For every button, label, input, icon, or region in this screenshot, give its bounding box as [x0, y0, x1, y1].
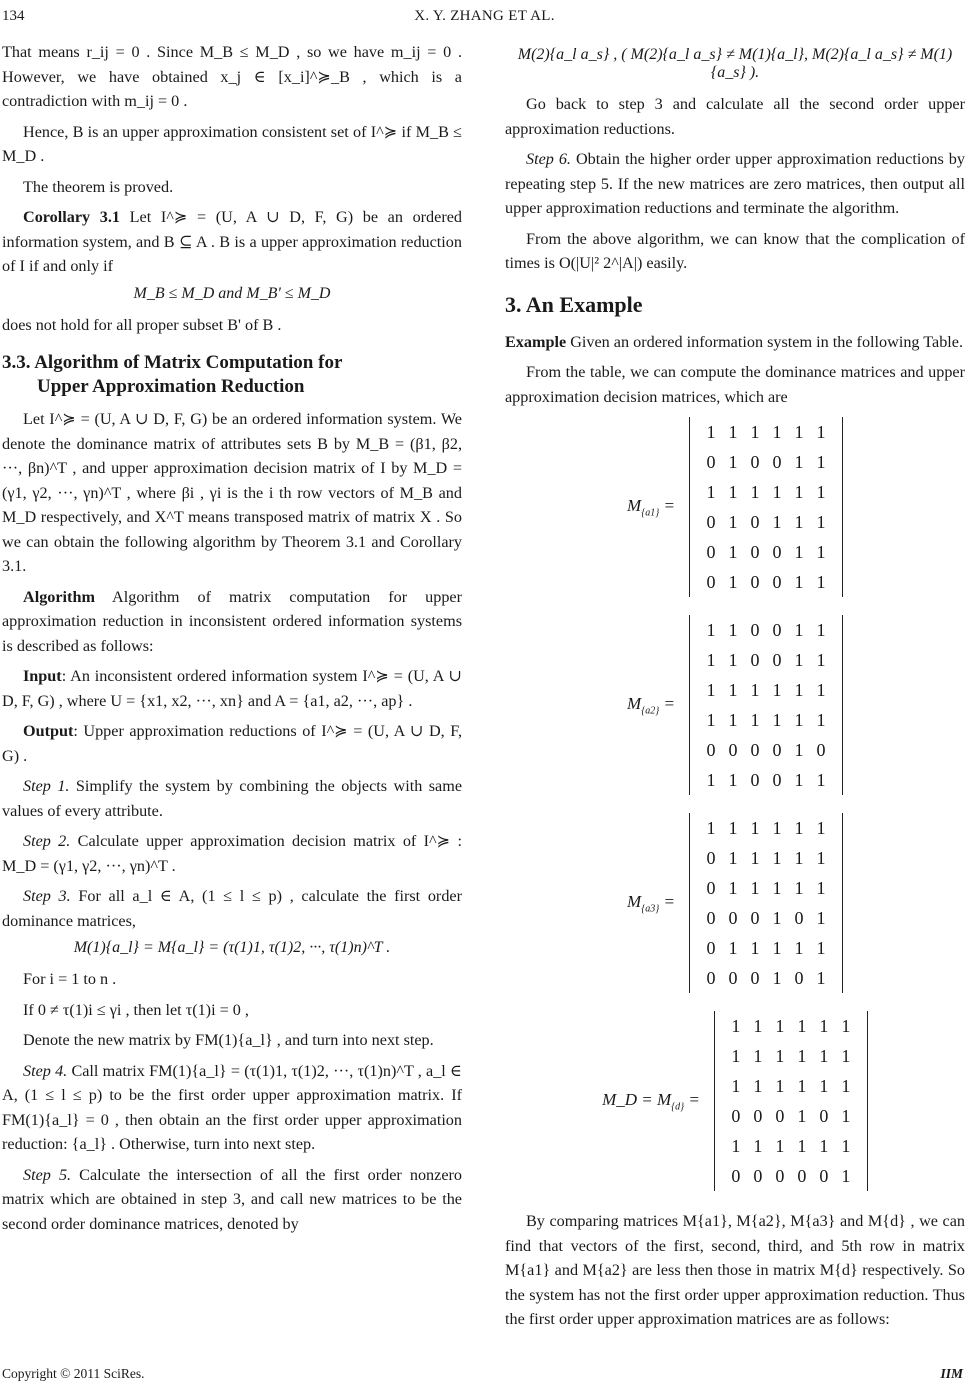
matrix-cell: 1 — [797, 1045, 807, 1066]
matrix-cell: 1 — [819, 1015, 829, 1036]
matrix-label: $M_{\{a3\}}$ = — [627, 891, 675, 915]
matrix-cell: 0 — [794, 967, 804, 988]
matrix-cell: 0 — [750, 649, 760, 670]
matrix-label-sub: {a2} — [641, 705, 660, 717]
matrix-cell: 0 — [775, 1165, 785, 1186]
matrix-label-sub: {a1} — [641, 507, 660, 519]
matrix-row — [700, 963, 832, 993]
step-4-text: Call matrix FM(1){a_l} = (τ(1)1, τ(1)2, ···, τ(1)n)^T , a_l ∈ A, (1 ≤ l ≤ p) to be the first order upper approximation matrix. If FM(1){a_l} = 0 , then obtain an the first order upper approximation reduction: {a_l} . Otherwise, turn into next step. — [2, 1061, 462, 1153]
matrix-cell: 1 — [728, 679, 738, 700]
matrix-cell: 1 — [816, 709, 826, 730]
step-6 — [505, 147, 965, 221]
step-1-label: Step 1. — [23, 777, 70, 795]
matrix-cell: 1 — [728, 619, 738, 640]
matrix-cell: 1 — [750, 877, 760, 898]
matrix-cell: 1 — [794, 541, 804, 562]
matrix-label-main: M — [627, 495, 642, 515]
matrix-cell: 1 — [772, 907, 782, 928]
matrix-cell: 1 — [772, 679, 782, 700]
matrix-cell: 1 — [797, 1075, 807, 1096]
page-header — [0, 8, 969, 30]
matrix-cell: 1 — [794, 481, 804, 502]
matrix-row — [725, 1071, 857, 1101]
running-authors: X. Y. ZHANG ET AL. — [414, 8, 555, 24]
theorem-proved: The theorem is proved. — [23, 177, 174, 196]
matrix-row — [700, 447, 832, 477]
matrix-cell: 0 — [753, 1165, 763, 1186]
matrix-cell: 1 — [772, 511, 782, 532]
matrix-cell: 0 — [706, 877, 716, 898]
matrix-cell: 1 — [728, 421, 738, 442]
matrix-cell: 1 — [728, 451, 738, 472]
matrix-cell: 1 — [841, 1075, 851, 1096]
if-line: If 0 ≠ τ(1)i ≤ γi , then let τ(1)i = 0 , — [23, 1000, 249, 1019]
matrix-cell: 0 — [772, 739, 782, 760]
matrix-cell: 1 — [753, 1135, 763, 1156]
matrix-cell: 1 — [794, 739, 804, 760]
matrix-cell: 0 — [772, 769, 782, 790]
step-3-label: Step 3. — [23, 887, 71, 905]
matrix-cell: 1 — [794, 937, 804, 958]
matrix-cell: 1 — [772, 421, 782, 442]
matrix-cell: 0 — [750, 541, 760, 562]
matrix-row — [700, 903, 832, 933]
matrix-cell: 1 — [775, 1135, 785, 1156]
matrix-row — [725, 1101, 857, 1131]
matrix-row — [700, 477, 832, 507]
matrix-label-main: M — [627, 693, 642, 713]
matrix-cell: 0 — [706, 967, 716, 988]
matrix-cell: 1 — [797, 1105, 807, 1126]
matrix-cell: 0 — [750, 571, 760, 592]
matrix-cell: 1 — [728, 481, 738, 502]
matrix-cell: 1 — [816, 619, 826, 640]
matrix-cell: 1 — [706, 619, 716, 640]
matrix-cell: 0 — [797, 1165, 807, 1186]
matrix-cell: 1 — [753, 1075, 763, 1096]
matrix-cell: 0 — [731, 1105, 741, 1126]
matrix-cell: 0 — [772, 571, 782, 592]
matrix-block — [505, 1011, 965, 1191]
matrix-list — [505, 417, 965, 1191]
matrix-cell: 1 — [706, 709, 716, 730]
matrix-cell: 1 — [706, 481, 716, 502]
matrix-cell: 1 — [797, 1135, 807, 1156]
left-column — [2, 40, 462, 1242]
for-line: For i = 1 to n . — [23, 970, 117, 988]
matrix-cell: 1 — [772, 877, 782, 898]
proof-conclusion: Hence, B is an upper approximation consistent set of I^≽ if M_B ≤ M_D . — [2, 122, 462, 165]
matrix-cell: 1 — [816, 907, 826, 928]
matrix-cell: 0 — [775, 1105, 785, 1126]
matrix-cell: 1 — [794, 847, 804, 868]
matrix-body — [689, 417, 843, 597]
matrix-label-main: M — [627, 891, 642, 911]
matrix-cell: 1 — [753, 1045, 763, 1066]
corollary-equation: M_B ≤ M_D and M_B' ≤ M_D — [133, 284, 331, 302]
step-2-text: Calculate upper approximation decision matrix of I^≽ : M_D = (γ1, γ2, ···, γn)^T . — [2, 832, 462, 875]
input-text: : An inconsistent ordered information system I^≽ = (U, A ∪ D, F, G) , where U = {x1, x2, ···, xn} and A = {a1, a2, ···, ap} . — [2, 667, 462, 710]
matrix-cell: 1 — [728, 877, 738, 898]
copyright-notice: Copyright © 2011 SciRes. — [2, 1366, 145, 1381]
matrix-cell: 0 — [750, 619, 760, 640]
step-4 — [2, 1059, 462, 1157]
matrix-cell: 0 — [750, 967, 760, 988]
matrix-row — [700, 507, 832, 537]
section-title-line1: 3.3. Algorithm of Matrix Computation for — [2, 352, 343, 373]
matrix-cell: 1 — [750, 421, 760, 442]
matrix-row — [700, 675, 832, 705]
output-text: : Upper approximation reductions of I^≽ = (U, A ∪ D, F, G) . — [2, 722, 462, 765]
matrix-row — [700, 615, 832, 645]
matrix-cell: 1 — [750, 481, 760, 502]
input-paragraph — [2, 664, 462, 713]
corollary-tail: does not hold for all proper subset B' of B . — [2, 315, 282, 334]
step-5-label: Step 5. — [23, 1165, 72, 1184]
matrix-cell: 1 — [794, 679, 804, 700]
compute-paragraph: From the table, we can compute the dominance matrices and upper approximation decision matrices, which are — [505, 363, 965, 406]
matrix-cell: 1 — [772, 709, 782, 730]
matrix-cell: 1 — [816, 877, 826, 898]
matrix-cell: 1 — [841, 1135, 851, 1156]
matrix-cell: 1 — [728, 571, 738, 592]
matrix-row — [725, 1041, 857, 1071]
matrix-cell: 1 — [750, 679, 760, 700]
matrix-cell: 1 — [728, 709, 738, 730]
matrix-cell: 1 — [731, 1045, 741, 1066]
matrix-cell: 1 — [794, 619, 804, 640]
matrix-cell: 1 — [728, 511, 738, 532]
matrix-cell: 1 — [841, 1165, 851, 1186]
matrix-cell: 1 — [728, 817, 738, 838]
step-3-equation: M(1){a_l} = M{a_l} = (τ(1)1, τ(1)2, ···, τ(1)n)^T . — [73, 939, 391, 956]
matrix-block — [505, 813, 965, 993]
matrix-cell: 0 — [750, 907, 760, 928]
matrix-row — [725, 1161, 857, 1191]
algorithm-label: Algorithm — [23, 587, 95, 606]
matrix-row — [700, 933, 832, 963]
right-column — [505, 40, 965, 1338]
matrix-cell: 1 — [841, 1105, 851, 1126]
step-5 — [2, 1163, 462, 1237]
page-number: 134 — [2, 8, 25, 24]
corollary-text: Let I^≽ = (U, A ∪ D, F, G) be an ordered information system, and B ⊆ A . B is a upper approximation reduction of I if and only if — [2, 208, 463, 275]
matrix-row — [700, 813, 832, 843]
output-label: Output — [23, 722, 74, 740]
matrix-cell: 1 — [706, 769, 716, 790]
matrix-cell: 0 — [819, 1165, 829, 1186]
matrix-cell: 0 — [706, 847, 716, 868]
matrix-row — [700, 765, 832, 795]
matrix-cell: 1 — [816, 679, 826, 700]
matrix-cell: 1 — [728, 649, 738, 670]
matrix-row — [700, 567, 832, 597]
matrix-cell: 1 — [772, 817, 782, 838]
matrix-cell: 0 — [706, 571, 716, 592]
matrix-row — [700, 873, 832, 903]
matrix-label: M_D = $M_{\{d\}}$ = — [602, 1089, 700, 1113]
matrix-cell: 0 — [750, 511, 760, 532]
matrix-cell: 0 — [728, 739, 738, 760]
journal-abbrev: IIM — [940, 1366, 963, 1381]
matrix-cell: 1 — [794, 769, 804, 790]
matrix-cell: 1 — [819, 1045, 829, 1066]
matrix-cell: 1 — [816, 937, 826, 958]
matrix-cell: 1 — [816, 817, 826, 838]
algorithm-paragraph — [2, 585, 462, 659]
matrix-cell: 0 — [772, 541, 782, 562]
matrix-row — [700, 417, 832, 447]
section-heading-3-3 — [2, 351, 462, 399]
matrix-cell: 1 — [816, 847, 826, 868]
matrix-cell: 0 — [816, 739, 826, 760]
matrix-cell: 1 — [772, 481, 782, 502]
matrix-cell: 1 — [706, 421, 716, 442]
matrix-cell: 1 — [772, 967, 782, 988]
output-paragraph — [2, 719, 462, 768]
matrix-cell: 1 — [775, 1045, 785, 1066]
matrix-cell: 1 — [841, 1045, 851, 1066]
matrix-body — [714, 1011, 868, 1191]
matrix-cell: 1 — [731, 1075, 741, 1096]
matrix-cell: 1 — [750, 847, 760, 868]
proof-continuation: That means r_ij = 0 . Since M_B ≤ M_D , so we have m_ij = 0 . However, we have obtained x_j ∈ [x_i]^≽_B , which is a contradiction with m_ij = 0 . — [2, 43, 462, 110]
matrix-block — [505, 417, 965, 597]
section-heading-example: 3. An Example — [505, 291, 643, 317]
matrix-cell: 1 — [706, 817, 716, 838]
corollary-3-1 — [2, 205, 462, 279]
matrix-cell: 0 — [750, 739, 760, 760]
matrix-cell: 0 — [772, 619, 782, 640]
go-back-paragraph: Go back to step 3 and calculate all the second order upper approximation reductions. — [505, 95, 965, 138]
matrix-cell: 0 — [819, 1105, 829, 1126]
matrix-cell: 0 — [731, 1165, 741, 1186]
matrix-row — [725, 1131, 857, 1161]
matrix-cell: 0 — [706, 739, 716, 760]
matrix-cell: 1 — [794, 877, 804, 898]
matrix-cell: 1 — [841, 1015, 851, 1036]
matrix-body — [689, 615, 843, 795]
matrix-cell: 0 — [753, 1105, 763, 1126]
matrix-cell: 1 — [816, 769, 826, 790]
matrix-cell: 1 — [816, 451, 826, 472]
matrix-cell: 1 — [728, 937, 738, 958]
example-label: Example — [505, 332, 567, 351]
matrix-cell: 1 — [731, 1015, 741, 1036]
matrix-label: $M_{\{a1\}}$ = — [627, 495, 675, 519]
algorithm-text: Algorithm of matrix computation for upper approximation reduction in inconsistent ordered information systems is described as follows: — [2, 587, 462, 655]
algorithm-intro: Let I^≽ = (U, A ∪ D, F, G) be an ordered information system. We denote the dominance matrix of attributes sets B by M_B = (β1, β2, ···, βn)^T , and upper approximation decision matrix of I by M_D = (γ1, γ2, ···, γn)^T , where βi , γi is the i th row vectors of M_B and M_D respectively, and X^T means transposed matrix of matrix X . So we can obtain the following algorithm by Theorem 3.1 and Corollary 3.1. — [2, 410, 462, 575]
matrix-cell: 1 — [750, 817, 760, 838]
step-5-text: Calculate the intersection of all the first order nonzero matrix which are obtained in step 3, and call new matrices to be the second order dominance matrices, denoted by — [2, 1165, 462, 1233]
denote-line: Denote the new matrix by FM(1){a_l} , and turn into next step. — [23, 1031, 434, 1049]
matrix-cell: 1 — [772, 847, 782, 868]
matrix-cell: 1 — [816, 421, 826, 442]
matrix-cell: 0 — [728, 907, 738, 928]
matrix-cell: 1 — [753, 1015, 763, 1036]
matrix-cell: 1 — [794, 451, 804, 472]
step-4-label: Step 4. — [23, 1061, 68, 1080]
matrix-label: $M_{\{a2\}}$ = — [627, 693, 675, 717]
example-paragraph — [505, 330, 965, 355]
matrix-cell: 1 — [816, 967, 826, 988]
matrix-cell: 1 — [794, 511, 804, 532]
matrix-row — [700, 843, 832, 873]
matrix-cell: 1 — [728, 541, 738, 562]
matrix-row — [700, 735, 832, 765]
matrix-cell: 0 — [750, 769, 760, 790]
matrix-body — [689, 813, 843, 993]
second-order-equation: M(2){a_l a_s} , ( M(2){a_l a_s} ≠ M(1){a_l}, M(2){a_l a_s} ≠ M(1){a_s} ). — [517, 46, 953, 81]
matrix-cell: 0 — [772, 649, 782, 670]
step-3 — [2, 884, 462, 933]
matrix-cell: 0 — [706, 451, 716, 472]
matrix-cell: 0 — [728, 967, 738, 988]
corollary-label: Corollary 3.1 — [23, 208, 121, 226]
matrix-row — [700, 645, 832, 675]
matrix-cell: 1 — [816, 649, 826, 670]
step-2 — [2, 829, 462, 878]
matrix-row — [700, 537, 832, 567]
matrix-cell: 1 — [816, 571, 826, 592]
step-3-text: For all a_l ∈ A, (1 ≤ l ≤ p) , calculate the first order dominance matrices, — [2, 887, 462, 930]
matrix-cell: 1 — [772, 937, 782, 958]
matrix-label-sub: {d} — [671, 1101, 685, 1113]
matrix-row — [700, 705, 832, 735]
matrix-cell: 1 — [816, 481, 826, 502]
matrix-cell: 0 — [706, 907, 716, 928]
matrix-cell: 0 — [706, 511, 716, 532]
matrix-cell: 1 — [816, 541, 826, 562]
matrix-cell: 1 — [750, 709, 760, 730]
matrix-cell: 0 — [706, 541, 716, 562]
matrix-cell: 0 — [772, 451, 782, 472]
matrix-cell: 1 — [797, 1015, 807, 1036]
matrix-row — [725, 1011, 857, 1041]
complexity-paragraph: From the above algorithm, we can know that the complication of times is O(|U|² 2^|A|) easily. — [505, 229, 965, 272]
comparison-paragraph: By comparing matrices M{a1}, M{a2}, M{a3} and M{d} , we can find that vectors of the first, second, third, and 5th row in matrix M{a1} and M{a2} are less then those in matrix M{d} respectively. So the system has not the first order upper approximation reduction. Thus the first order upper approximation matrices are as follows: — [505, 1212, 965, 1328]
step-1-text: Simplify the system by combining the objects with same values of every attribute. — [2, 777, 463, 820]
matrix-cell: 1 — [775, 1015, 785, 1036]
matrix-cell: 1 — [794, 571, 804, 592]
matrix-cell: 0 — [706, 937, 716, 958]
matrix-cell: 0 — [750, 451, 760, 472]
matrix-cell: 1 — [794, 709, 804, 730]
matrix-cell: 1 — [706, 679, 716, 700]
matrix-cell: 1 — [750, 937, 760, 958]
matrix-cell: 0 — [794, 907, 804, 928]
matrix-cell: 1 — [728, 769, 738, 790]
matrix-cell: 1 — [731, 1135, 741, 1156]
matrix-cell: 1 — [794, 817, 804, 838]
matrix-cell: 1 — [794, 421, 804, 442]
step-1 — [2, 774, 462, 823]
section-title-line2: Upper Approximation Reduction — [37, 376, 305, 397]
matrix-cell: 1 — [775, 1075, 785, 1096]
matrix-label-sub: {a3} — [641, 903, 660, 915]
matrix-cell: 1 — [816, 511, 826, 532]
step-2-label: Step 2. — [23, 832, 71, 850]
matrix-cell: 1 — [819, 1135, 829, 1156]
matrix-label-main: M_D = M — [602, 1089, 672, 1109]
matrix-cell: 1 — [728, 847, 738, 868]
matrix-cell: 1 — [794, 649, 804, 670]
input-label: Input — [23, 667, 62, 685]
matrix-block — [505, 615, 965, 795]
example-text: Given an ordered information system in the following Table. — [566, 332, 964, 351]
step-6-label: Step 6. — [526, 150, 571, 168]
matrix-cell: 1 — [819, 1075, 829, 1096]
step-6-text: Obtain the higher order upper approximation reductions by repeating step 5. If the new matrices are zero matrices, then output all upper approximation reductions and terminate the algorithm. — [505, 150, 965, 217]
matrix-cell: 1 — [706, 649, 716, 670]
